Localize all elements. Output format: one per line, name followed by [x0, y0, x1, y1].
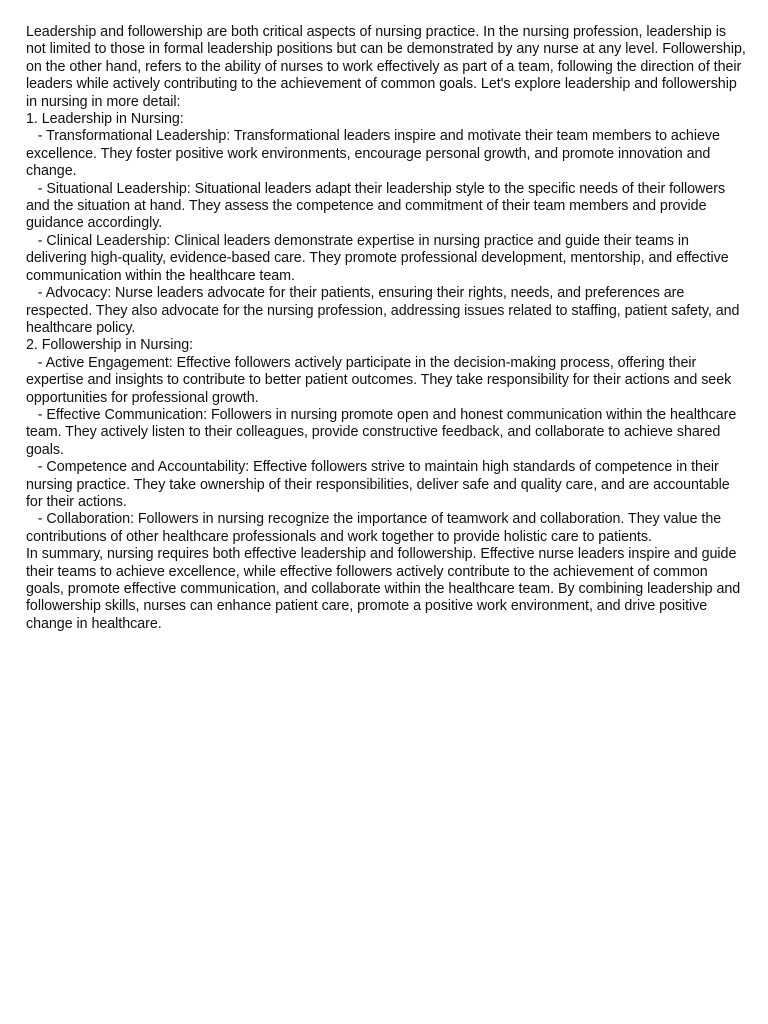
- list-item-advocacy: - Advocacy: Nurse leaders advocate for their patients, ensuring their rights, needs, and preferences are respected. They also advocate for the nursing profession, addressing issues related to staffing, patient safety, and healthcare policy.: [26, 285, 744, 336]
- summary-paragraph: In summary, nursing requires both effective leadership and followership. Effective nurse leaders inspire and guide their teams to achieve excellence, while effective followers actively contribute to the achievement of common goals, promote effective communication, and collaborate within the healthcare team. By combining leadership and followership skills, nurses can enhance patient care, promote a positive work environment, and drive positive change in healthcare.: [26, 546, 745, 632]
- section-heading-followership: 2. Followership in Nursing:: [26, 337, 194, 354]
- list-item-competence-accountability: - Competence and Accountability: Effective followers strive to maintain high standards of competence in their nursing practice. They take ownership of their responsibilities, deliver safe and quality care, and are accountable for their actions.: [26, 459, 734, 510]
- list-item-collaboration: - Collaboration: Followers in nursing recognize the importance of teamwork and collaboration. They value the contributions of other healthcare professionals and work together to provide holistic care to patients.: [26, 511, 726, 545]
- list-item-active-engagement: - Active Engagement: Effective followers actively participate in the decision-making process, offering their expertise and insights to contribute to better patient outcomes. They take responsibility for their actions and seek opportunities for professional growth.: [26, 354, 736, 406]
- list-item-effective-communication: - Effective Communication: Followers in nursing promote open and honest communication within the healthcare team. They actively listen to their colleagues, provide constructive feedback, and collaborate to achieve shared goals.: [26, 406, 741, 458]
- list-item-situational-leadership: - Situational Leadership: Situational leaders adapt their leadership style to the specific needs of their followers and the situation at hand. They assess the competence and commitment of their team members and provide guidance accordingly.: [26, 180, 729, 232]
- section-heading-leadership: 1. Leadership in Nursing:: [26, 111, 184, 128]
- list-item-clinical-leadership: - Clinical Leadership: Clinical leaders demonstrate expertise in nursing practice and guide their teams in delivering high-quality, evidence-based care. They promote professional development, mentorship, and effective communication within the healthcare team.: [26, 232, 733, 284]
- document-body: [26, 24, 748, 633]
- intro-paragraph: Leadership and followership are both critical aspects of nursing practice. In the nursing profession, leadership is not limited to those in formal leadership positions but can be demonstrated by any nurse at any level. Followership, on the other hand, refers to the ability of nurses to work effectively as part of a team, following the direction of their leaders while actively contributing to the achievement of common goals. Let's explore leadership and followership in nursing in more detail:: [26, 24, 750, 110]
- list-item-transformational-leadership: - Transformational Leadership: Transformational leaders inspire and motivate their team members to achieve excellence. They foster positive work environments, encourage personal growth, and promote innovation and change.: [26, 128, 724, 180]
